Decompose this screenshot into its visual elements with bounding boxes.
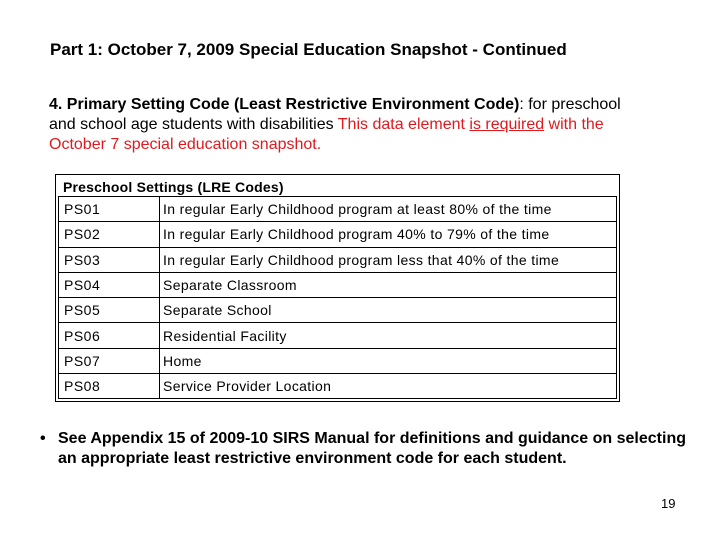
row-code: PS06 <box>64 327 101 344</box>
row-description: Residential Facility <box>159 323 616 347</box>
table-row <box>58 247 617 273</box>
row-description: Separate School <box>159 298 616 322</box>
row-code: PS02 <box>64 226 101 243</box>
table-row <box>58 322 617 348</box>
table-row <box>58 348 617 374</box>
page-number: 19 <box>661 496 676 511</box>
table-header: Preschool Settings (LRE Codes) <box>63 179 284 195</box>
appendix-note <box>40 429 690 469</box>
row-code: PS05 <box>64 302 101 319</box>
table-row <box>58 196 617 222</box>
intro-text: : for preschool and school age students with disabilities <box>49 96 621 133</box>
appendix-note-text: See Appendix 15 of 2009-10 SIRS Manual for definitions and guidance on selecting an appropriate least restrictive environment code for each student. <box>58 430 686 467</box>
row-description: Separate Classroom <box>159 273 616 297</box>
intro-paragraph <box>49 95 649 155</box>
row-description: Service Provider Location <box>159 374 616 398</box>
intro-requirement-emphasis: is required <box>469 116 545 133</box>
row-code: PS03 <box>64 251 101 268</box>
lre-codes-table <box>55 174 620 402</box>
row-description: In regular Early Childhood program at least 80% of the time <box>159 197 616 221</box>
intro-requirement-text: This data element <box>337 116 470 133</box>
table-row <box>58 373 617 399</box>
intro-requirement-text-end: with the October 7 special education snapshot. <box>49 116 604 153</box>
table-row <box>58 272 617 298</box>
page-title: Part 1: October 7, 2009 Special Education Snapshot - Continued <box>50 40 567 59</box>
table-row <box>58 297 617 323</box>
row-code: PS04 <box>64 277 101 294</box>
row-description: Home <box>159 349 616 373</box>
table-body <box>58 196 617 399</box>
row-code: PS07 <box>64 352 101 369</box>
intro-heading: 4. Primary Setting Code (Least Restrictive Environment Code) <box>49 96 520 113</box>
row-code: PS08 <box>64 378 101 395</box>
row-description: In regular Early Childhood program less that 40% of the time <box>159 248 616 272</box>
row-description: In regular Early Childhood program 40% to 79% of the time <box>159 222 616 246</box>
row-code: PS01 <box>64 201 101 218</box>
table-row <box>58 221 617 247</box>
bullet-icon: • <box>40 430 46 447</box>
